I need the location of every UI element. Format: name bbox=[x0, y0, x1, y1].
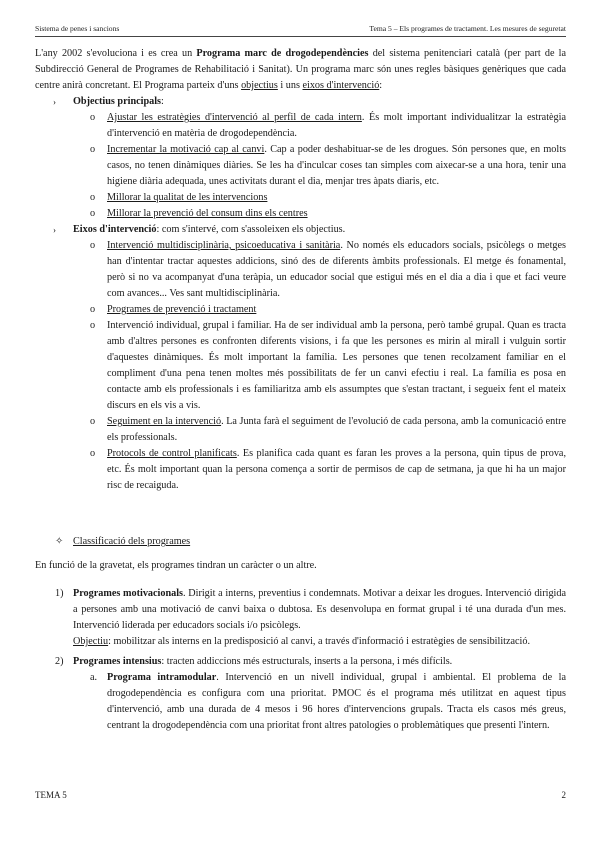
programa-title: Programes intensius bbox=[73, 656, 162, 667]
document-body bbox=[35, 46, 566, 734]
intro-text: : bbox=[379, 80, 383, 91]
list-item bbox=[35, 318, 566, 414]
eixos-rest: : com s'intervé, com s'assoleixen els objectius. bbox=[156, 224, 346, 235]
page-number: 2 bbox=[561, 790, 566, 800]
programa-text: . Dirigit a interns, preventius i condemnats. Motivar a deixar les drogues. Intervenció dirigida a persones amb una motivació de canvi baixa o dubtosa. Es desenvolupa en format grupal i té una durada d'un mes. Intervenció liderada per educadors socials i/o psicòlegs. bbox=[73, 588, 567, 631]
circle-bullet-icon: o bbox=[90, 304, 96, 315]
header-right: Tema 5 – Els programes de tractament. Les mesures de seguretat bbox=[369, 24, 566, 33]
item-text: . La Junta farà el seguiment de l'evolució de cada persona, amb la comunicació entre els professionals. bbox=[107, 416, 567, 443]
programa-item bbox=[35, 586, 566, 650]
intro-paragraph bbox=[35, 46, 566, 94]
intro-bold: Programa marc de drogodependències bbox=[196, 48, 369, 59]
classificacio-heading bbox=[35, 534, 566, 550]
intro-underline: objectius bbox=[241, 80, 278, 91]
list-item bbox=[35, 142, 566, 190]
objectius-heading bbox=[35, 94, 566, 110]
item-number: 1) bbox=[55, 588, 64, 599]
item-letter: a. bbox=[90, 672, 98, 683]
arrow-bullet-icon: › bbox=[53, 225, 56, 235]
objectius-colon: : bbox=[161, 96, 164, 107]
eixos-heading bbox=[35, 222, 566, 238]
item-number: 2) bbox=[55, 656, 64, 667]
list-item bbox=[35, 190, 566, 206]
page-footer bbox=[35, 790, 566, 800]
list-item bbox=[35, 110, 566, 142]
objectiu-label: Objectiu bbox=[73, 636, 109, 647]
item-underline: Protocols de control planificats bbox=[107, 448, 237, 459]
item-underline: Millorar la qualitat de les intervencions bbox=[107, 192, 268, 203]
classificacio-intro: En funció de la gravetat, els programes tindran un caràcter o un altre. bbox=[35, 560, 317, 571]
item-underline: Incrementar la motivació cap al canvi bbox=[107, 144, 265, 155]
intro-text: del sistema penitenciari català (per part de la Subdirecció General de Programes de Rehabilitació i Sanitat). Un programa marc són unes regles bàsiques genèriques que cada centre anirà concretant. El Programa parteix d'uns bbox=[35, 48, 566, 91]
circle-bullet-icon: o bbox=[90, 112, 96, 123]
arrow-bullet-icon: › bbox=[53, 97, 56, 107]
item-underline: Seguiment en la intervenció bbox=[107, 416, 222, 427]
circle-bullet-icon: o bbox=[90, 448, 96, 459]
diamond-bullet-icon: ✧ bbox=[55, 536, 64, 547]
circle-bullet-icon: o bbox=[90, 144, 96, 155]
objectiu-text: : mobilitzar als interns en la predisposició al canvi, a través d'informació i estratègies de sensibilització. bbox=[108, 636, 531, 647]
programa-text: : tracten addiccions més estructurals, inserts a la persona, i més difícils. bbox=[161, 656, 453, 667]
item-underline: Intervenció multidisciplinària, psicoeducativa i sanitària bbox=[107, 240, 341, 251]
eixos-title: Eixos d'intervenció bbox=[73, 224, 157, 235]
circle-bullet-icon: o bbox=[90, 320, 96, 331]
item-text: . Es planifica cada quant es faran les proves a la persona, quin tipus de prova, etc. És molt important quan la persona comença a sortir de permisos de cap de setmana, ja que hi ha un major risc de recaiguda. bbox=[107, 448, 567, 491]
item-text: . No només els educadors socials, psicòlegs o metges han d'intentar tractar aquestes addicions, sinó des de diferents àmbits professionals. El metge és fonamental, però si no va acompanyat d'una teràpia, un educador social que estigui més en el dia a dia i que et faci veure com avances... Ves sant multidisciplinària. bbox=[107, 240, 566, 299]
item-text: Intervenció individual, grupal i familiar. Ha de ser individual amb la persona, però també grupal. Quan es tracta amb d'altres persones es confronten diferents visions, i fa que les persones es mirin al mirall i vulguin sortir d'aquestes dinàmiques. És molt important la família. Les persones que tenen recolzament familiar en el compliment d'una pena tenen moltes més possibilitats de fer un canvi efectiu i real. La família es posa en contacte amb els professionals i es familiaritza amb els assumptes que s'estan tractant, i segueix fent el mateix discurs en els vis a vis. bbox=[107, 320, 566, 411]
intro-underline: eixos d'intervenció bbox=[302, 80, 380, 91]
item-underline: Ajustar les estratègies d'intervenció al perfil de cada intern bbox=[107, 112, 362, 123]
subprograma-item bbox=[35, 670, 566, 734]
list-item bbox=[35, 206, 566, 222]
circle-bullet-icon: o bbox=[90, 240, 96, 251]
page-header bbox=[35, 24, 566, 37]
header-left: Sistema de penes i sancions bbox=[35, 24, 120, 33]
list-item bbox=[35, 302, 566, 318]
circle-bullet-icon: o bbox=[90, 208, 96, 219]
footer-left: TEMA 5 bbox=[35, 790, 67, 800]
circle-bullet-icon: o bbox=[90, 416, 96, 427]
subprograma-title: Programa intramodular bbox=[107, 672, 217, 683]
intro-text: i uns bbox=[277, 80, 303, 91]
classificacio-title: Classificació dels programes bbox=[73, 536, 191, 547]
list-item bbox=[35, 414, 566, 446]
subprograma-text: . Intervenció en un nivell individual, grupal i ambiental. El problema de la drogodependència es configura com una prioritat. PMOC és el programa més utilitzat en aquest tipus d'intervenció, amb una durada de 4 mesos i 96 hores d'intervencions grupals. Tracta els casos més greus, centrant la drogodependència com una prioritat front altres patologies o problemàtiques que presenti l'intern. bbox=[107, 672, 566, 731]
programa-title: Programes motivacionals bbox=[73, 588, 184, 599]
list-item bbox=[35, 238, 566, 302]
objectius-title: Objectius principals bbox=[73, 96, 162, 107]
item-underline: Programes de prevenció i tractament bbox=[107, 304, 257, 315]
item-text: . És molt important individualitzar la estratègia d'intervenció en matèria de drogodependència. bbox=[107, 112, 566, 139]
item-underline: Millorar la prevenció del consum dins els centres bbox=[107, 208, 308, 219]
circle-bullet-icon: o bbox=[90, 192, 96, 203]
intro-text: L'any 2002 s'evoluciona i es crea un bbox=[35, 48, 197, 59]
programa-item bbox=[35, 654, 566, 670]
item-text: . Cap a poder deshabituar-se de les drogues. Són persones que, en molts casos, no tenen dinàmiques diàries. Se les ha d'inculcar coses tan simples com aixecar-se a una hora, tenir una higiene diària adequada, unes activitats durant el dia, menjar tres àpats diaris, etc. bbox=[107, 144, 566, 187]
list-item bbox=[35, 446, 566, 494]
